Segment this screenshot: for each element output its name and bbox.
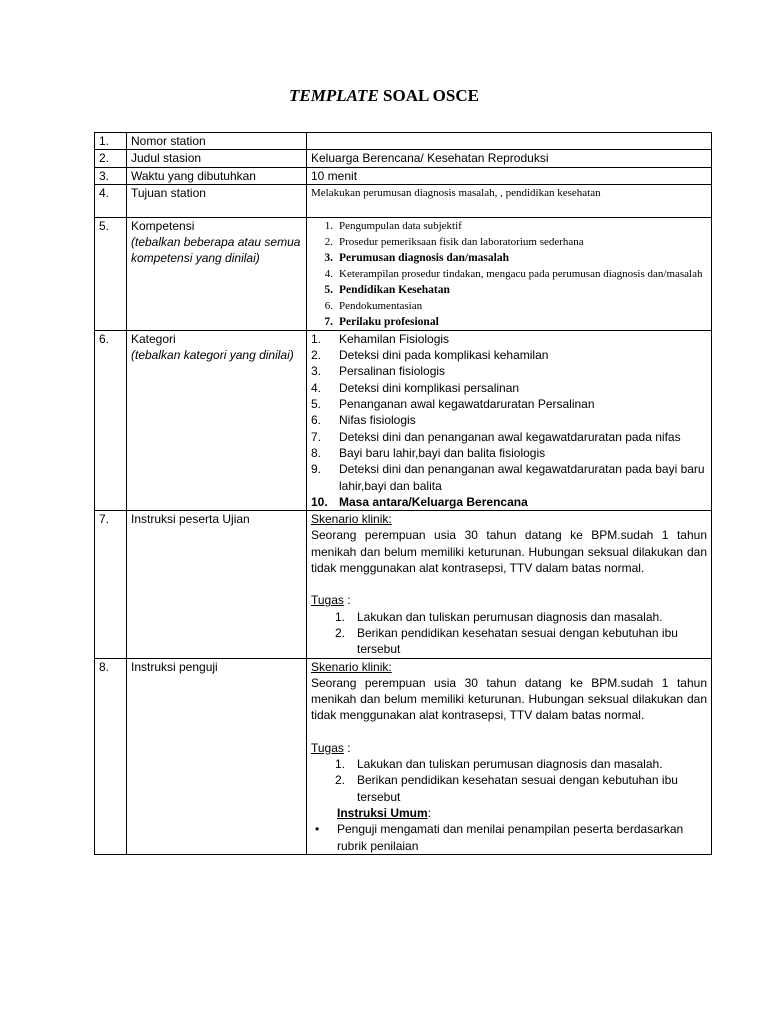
row-label: Instruksi penguji	[127, 658, 307, 854]
row-waktu	[95, 167, 712, 184]
row-number: 4.	[95, 184, 127, 217]
row-instruksi-peserta	[95, 511, 712, 658]
general-list	[311, 821, 707, 854]
row-kategori	[95, 330, 712, 510]
scenario-text: Seorang perempuan usia 30 tahun datang ke BPM.sudah 1 tahun menikah dan belum memiliki keturunan. Hubungan seksual dilakukan dan tidak menggunakan alat kontrasepsi, TTV dalam batas normal.	[311, 675, 707, 723]
list-item: 8. Bayi baru lahir,bayi dan balita fisiologis	[311, 445, 546, 460]
list-item-selected: 5. Pendidikan Kesehatan	[324, 283, 450, 296]
list-item: 3. Persalinan fisiologis	[311, 364, 446, 379]
list-item: 5. Penanganan awal kegawatdaruratan Persalinan	[311, 397, 595, 412]
tasks-heading: Tugas	[311, 740, 344, 755]
tasks-heading: Tugas	[311, 593, 344, 608]
list-item: 1. Lakukan dan tuliskan perumusan diagnosis dan masalah.	[335, 609, 663, 624]
row-tujuan-station	[95, 184, 712, 217]
list-item-selected: 7. Perilaku profesional	[324, 315, 439, 328]
list-item: 6. Nifas fisiologis	[311, 413, 416, 428]
title-rest: SOAL OSCE	[378, 86, 479, 105]
row-judul-stasion	[95, 150, 712, 167]
tasks-heading-line: Tugas :	[311, 740, 351, 755]
kompetensi-sublabel: (tebalkan beberapa atau semua kompetensi yang dinilai)	[131, 235, 301, 266]
row-label	[127, 330, 307, 510]
list-item: 2. Berikan pendidikan kesehatan sesuai dengan kebutuhan ibu tersebut	[335, 773, 678, 804]
row-value: Melakukan perumusan diagnosis masalah, , pendidikan kesehatan	[307, 184, 712, 217]
list-item: 6. Pendokumentasian	[324, 299, 423, 312]
list-item: 2. Deteksi dini pada komplikasi kehamilan	[311, 348, 549, 363]
row-value: Keluarga Berencana/ Kesehatan Reproduksi	[307, 150, 712, 167]
row-number: 2.	[95, 150, 127, 167]
scenario-text: Seorang perempuan usia 30 tahun datang ke BPM.sudah 1 tahun menikah dan belum memiliki keturunan. Hubungan seksual dilakukan dan tidak menggunakan alat kontrasepsi, TTV dalam batas normal.	[311, 528, 707, 576]
row-instruksi-penguji	[95, 658, 712, 854]
list-item: 4. Keterampilan prosedur tindakan, mengacu pada perumusan diagnosis dan/masalah	[324, 267, 703, 280]
list-item: 4. Deteksi dini komplikasi persalinan	[311, 380, 520, 395]
row-label: Tujuan station	[127, 184, 307, 217]
kategori-sublabel: (tebalkan kategori yang dinilai)	[131, 348, 294, 363]
scenario-heading: Skenario klinik:	[311, 512, 392, 527]
list-item: 2. Berikan pendidikan kesehatan sesuai dengan kebutuhan ibu tersebut	[335, 625, 678, 657]
row-label: Nomor station	[127, 133, 307, 150]
list-item: 2. Prosedur pemeriksaan fisik dan laboratorium sederhana	[324, 235, 584, 248]
row-number: 6.	[95, 330, 127, 510]
kompetensi-label: Kompetensi	[131, 218, 195, 233]
kategori-label: Kategori	[131, 331, 176, 346]
osce-template-table	[94, 132, 712, 855]
general-heading-line: Instruksi Umum:	[337, 805, 432, 820]
row-number: 7.	[95, 511, 127, 658]
instruksi-penguji-cell	[307, 658, 712, 854]
scenario-heading: Skenario klinik:	[311, 659, 392, 674]
row-value	[307, 133, 712, 150]
list-item: • Penguji mengamati dan menilai penampilan peserta berdasarkan rubrik penilaian	[315, 822, 684, 853]
kategori-list-cell	[307, 330, 712, 510]
row-kompetensi	[95, 217, 712, 330]
title-emphasis: TEMPLATE	[289, 86, 379, 105]
row-label: Judul stasion	[127, 150, 307, 167]
page-title	[0, 86, 768, 106]
kompetensi-list	[311, 218, 707, 330]
row-number: 1.	[95, 133, 127, 150]
list-item-selected: 3. Perumusan diagnosis dan/masalah	[324, 251, 509, 264]
kompetensi-list-cell	[307, 217, 712, 330]
list-item: 7. Deteksi dini dan penanganan awal kegawatdaruratan pada nifas	[311, 429, 681, 444]
bullet-icon: •	[315, 822, 320, 837]
row-number: 5.	[95, 217, 127, 330]
list-item: 1. Pengumpulan data subjektif	[324, 219, 462, 232]
general-heading: Instruksi Umum	[337, 805, 428, 820]
row-label: Instruksi peserta Ujian	[127, 511, 307, 658]
list-item: 1. Lakukan dan tuliskan perumusan diagnosis dan masalah.	[335, 757, 663, 772]
tasks-list	[311, 609, 707, 658]
row-number: 8.	[95, 658, 127, 854]
row-label	[127, 217, 307, 330]
row-number: 3.	[95, 167, 127, 184]
list-item: 9. Deteksi dini dan penanganan awal kegawatdaruratan pada bayi baru lahir,bayi dan balita	[311, 462, 705, 493]
instruksi-peserta-cell	[307, 511, 712, 658]
tasks-heading-line: Tugas :	[311, 593, 351, 608]
row-nomor-station	[95, 133, 712, 150]
row-label: Waktu yang dibutuhkan	[127, 167, 307, 184]
row-value: 10 menit	[307, 167, 712, 184]
tasks-list	[311, 756, 707, 805]
list-item-selected: 10. Masa antara/Keluarga Berencana	[311, 494, 528, 509]
kategori-list	[311, 331, 707, 510]
list-item: 1. Kehamilan Fisiologis	[311, 331, 450, 346]
